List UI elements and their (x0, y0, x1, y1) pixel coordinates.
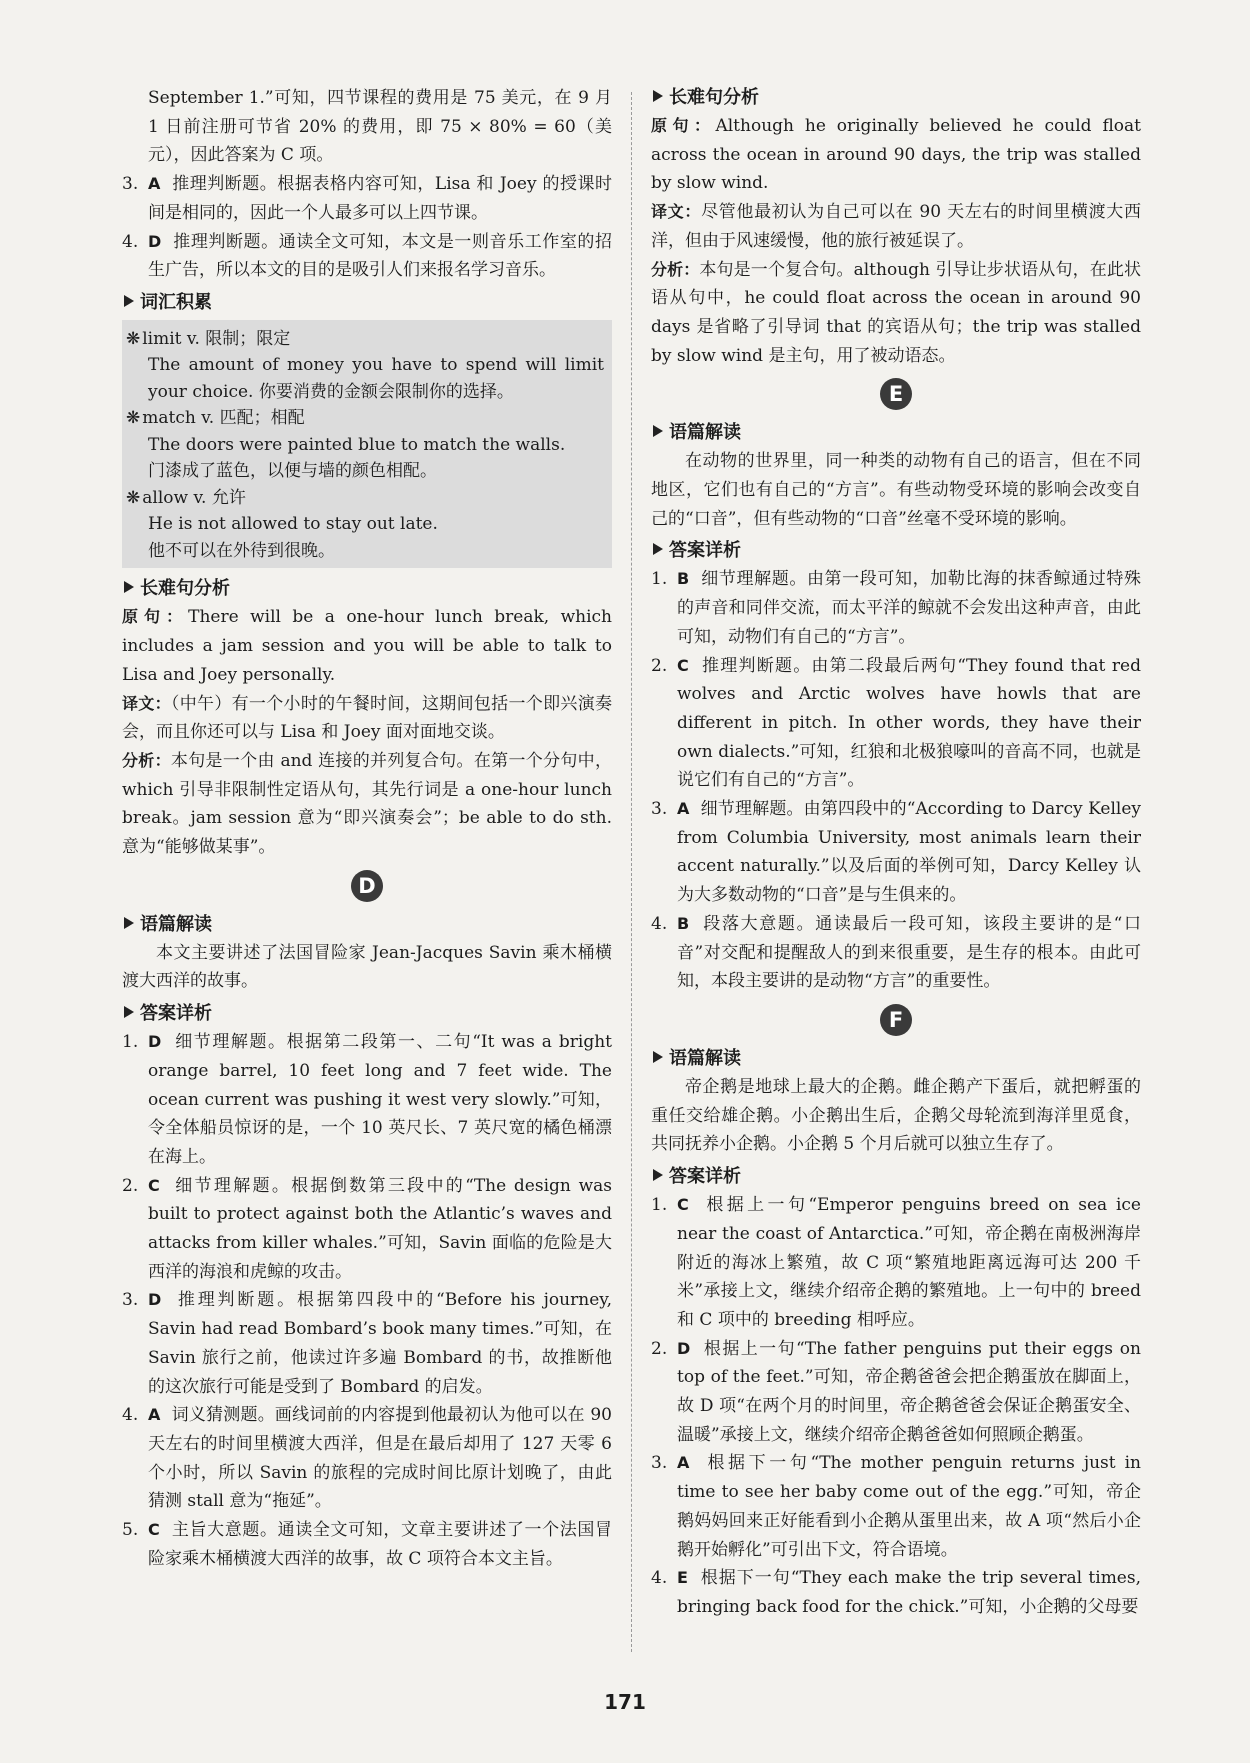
vocab-word (126, 405, 604, 432)
item-answer: C (677, 655, 689, 675)
answer-heading-text: 答案详析 (140, 1003, 212, 1025)
item-text: 根据上一句“Emperor penguins breed on sea ice near the coast of Antarctica.”可知，帝企鹅在南极洲海岸附近的海冰上繁殖，故 C 项“繁殖地距离远海可达 200 千米”承接上文，继续介绍帝企鹅的繁殖地。上一句中的 breed 和 C 项中的 breeding 相呼应。 (677, 1195, 1141, 1330)
answer-list-d (122, 1028, 612, 1573)
list-item (122, 1516, 612, 1573)
analysis-text: 本句是一个复合句。although 引导让步状语从句，在此状语从句中，he could float across the ocean in around 90 days 是省略了引导词 that 的宾语从句；the trip was stalled by slow wind 是主句，用了被动语态。 (651, 259, 1141, 366)
vocab-box (122, 320, 612, 569)
item-text: 根据下一句“The mother penguin returns just in time to see her baby come out of the egg.”可知，帝企鹅妈妈回来正好能看到小企鹅从蛋里出来，故 A 项“然后小企鹅开始孵化”可引出下文，符合语境。 (677, 1453, 1141, 1560)
vocab-word-text: limit v. 限制；限定 (142, 328, 291, 349)
original-text: There will be a one-hour lunch break, which includes a jam session and you will be able to talk to Lisa and Joey personally. (122, 607, 612, 685)
vocab-example: He is not allowed to stay out late. (148, 514, 438, 535)
badge-letter: F (880, 1004, 912, 1036)
item-number: 4. (122, 1405, 139, 1426)
item-text: 推理判断题。通读全文可知，本文是一则音乐工作室的招生广告，所以本文的目的是吸引人们来报名学习音乐。 (148, 231, 613, 281)
long-sentence-heading (651, 81, 1141, 111)
vocab-example: The doors were painted blue to match the walls. (148, 434, 566, 455)
vocab-example: The amount of money you have to spend will limit your choice. 你要消费的金额会限制你的选择。 (148, 355, 604, 402)
item-number: 3. (651, 799, 668, 820)
item-text: 推理判断题。根据第四段中的“Before his journey, Savin had read Bombard’s book many times.”可知，在 Savin 旅行之前，他读过许多遍 Bombard 的书，故推断他的这次旅行可能是受到了 Bombard 的启发。 (148, 1290, 613, 1397)
item-answer: B (677, 569, 690, 589)
list-item (122, 228, 612, 285)
analysis (122, 747, 612, 862)
item-answer: E (677, 1568, 688, 1588)
left-answer-list-c (122, 170, 612, 285)
item-answer: C (677, 1195, 689, 1215)
reading-heading (122, 908, 612, 938)
item-answer: D (677, 1338, 691, 1358)
list-item (122, 1028, 612, 1172)
answer-list-f (651, 1191, 1141, 1622)
label: 译文： (651, 202, 702, 222)
answer-list-e (651, 565, 1141, 996)
asterisk-icon: ❋ (126, 328, 141, 349)
item-number: 5. (122, 1520, 139, 1541)
vocab-example-cn: 他不可以在外待到很晚。 (148, 540, 335, 561)
long-sentence-heading-text: 长难句分析 (140, 578, 230, 600)
vocab-word-text: allow v. 允许 (142, 487, 246, 508)
label: 原句： (651, 116, 716, 135)
right-column (651, 84, 1141, 1622)
item-answer: A (677, 799, 690, 819)
translation-text: 尽管他最初认为自己可以在 90 天左右的时间里横渡大西洋，但由于风速缓慢，他的旅行被延误了。 (651, 202, 1141, 251)
item-text: 推理判断题。由第二段最后两句“They found that red wolves and Arctic wolves have howls that are different in pitch. In other words, they have their own dialects.”可知，红狼和北极狼嚎叫的音高不同，也就是说它们有自己的“方言”。 (677, 655, 1141, 791)
item-text: 根据上一句“The father penguins put their eggs on top of the feet.”可知，帝企鹅爸爸会把企鹅蛋放在脚面上，故 D 项“在两个月的时间里，帝企鹅爸爸会保证企鹅蛋安全、温暖”承接上文，继续介绍帝企鹅爸爸如何照顾企鹅蛋。 (677, 1338, 1141, 1445)
reading-heading (651, 416, 1141, 446)
item-number: 4. (651, 1568, 668, 1589)
translation-text: （中午）有一个小时的午餐时间，这期间包括一个即兴演奏会，而且你还可以与 Lisa 和 Joey 面对面地交谈。 (122, 693, 612, 743)
item-number: 2. (122, 1175, 139, 1196)
item-number: 4. (651, 913, 668, 934)
triangle-icon (124, 1006, 134, 1018)
answer-heading (651, 1160, 1141, 1190)
list-item (122, 1172, 612, 1287)
analysis (651, 256, 1141, 371)
label: 分析： (651, 259, 700, 279)
triangle-icon (124, 295, 134, 307)
reading-heading-text: 语篇解读 (140, 913, 212, 935)
asterisk-icon: ❋ (126, 487, 141, 508)
reading-summary: 本文主要讲述了法国冒险家 Jean-Jacques Savin 乘木桶横渡大西洋的故事。 (122, 942, 612, 992)
list-item (651, 910, 1141, 996)
item-text: 细节理解题。根据倒数第三段中的“The design was built to protect against both the Atlantic’s waves and attacks from killer whales.”可知，Savin 面临的危险是大西洋的海浪和虎鲸的攻击。 (148, 1175, 612, 1282)
item-answer: B (677, 913, 690, 933)
reading-heading-text: 语篇解读 (669, 422, 741, 444)
reading-heading-text: 语篇解读 (669, 1047, 741, 1069)
vocab-word-text: match v. 匹配；相配 (142, 408, 305, 429)
item-text: 主旨大意题。通读全文可知，文章主要讲述了一个法国冒险家乘木桶横渡大西洋的故事，故 C 项符合本文主旨。 (148, 1520, 613, 1569)
item-text: 细节理解题。由第一段可知，加勒比海的抹香鲸通过特殊的声音和同伴交流，而太平洋的鲸就不会发出这种声音，由此可知，动物们有自己的“方言”。 (677, 569, 1142, 647)
list-item (651, 1335, 1141, 1450)
section-badge-e (651, 378, 1141, 410)
original-text: Although he originally believed he could float across the ocean in around 90 days, the trip was stalled by slow wind. (651, 116, 1141, 194)
item-number: 3. (122, 1290, 139, 1311)
item-number: 2. (651, 655, 668, 676)
column-divider (631, 92, 632, 1652)
list-item (651, 565, 1141, 651)
item-answer: C (148, 1175, 160, 1195)
list-item (122, 170, 612, 227)
answer-heading (651, 534, 1141, 564)
item-number: 3. (122, 174, 139, 195)
triangle-icon (653, 1051, 663, 1063)
answer-heading-text: 答案详析 (669, 1166, 741, 1188)
asterisk-icon: ❋ (126, 408, 141, 429)
item-answer: C (148, 1520, 160, 1540)
list-item (651, 1191, 1141, 1335)
reading-summary: 在动物的世界里，同一种类的动物有自己的语言，但在不同地区，它们也有自己的“方言”。有些动物受环境的影响会改变自己的“口音”，但有些动物的“口音”丝毫不受环境的影响。 (651, 451, 1141, 529)
original-sentence (122, 603, 612, 689)
vocab-word (126, 485, 604, 512)
answer-heading-text: 答案详析 (669, 540, 741, 562)
item-answer: D (148, 231, 162, 251)
item-answer: A (148, 1405, 161, 1425)
reading-heading (651, 1042, 1141, 1072)
vocab-example-cn: 门漆成了蓝色，以便与墙的颜色相配。 (148, 461, 437, 482)
item-text: 推理判断题。根据表格内容可知，Lisa 和 Joey 的授课时间是相同的，因此一个人最多可以上四节课。 (148, 174, 613, 223)
list-item (122, 1286, 612, 1401)
item-number: 3. (651, 1453, 668, 1474)
list-item (651, 1564, 1141, 1621)
triangle-icon (653, 425, 663, 437)
item-number: 2. (651, 1338, 668, 1359)
list-item (122, 1401, 612, 1516)
item-number: 1. (651, 569, 668, 590)
left-column (122, 84, 612, 1574)
triangle-icon (653, 543, 663, 555)
item-number: 1. (651, 1195, 668, 1216)
label: 分析： (122, 750, 171, 770)
item-text: 段落大意题。通读最后一段可知，该段主要讲的是“口音”对交配和提醒敌人的到来很重要，是生存的根本。由此可知，本段主要讲的是动物“方言”的重要性。 (677, 913, 1141, 992)
vocab-heading-text: 词汇积累 (140, 291, 212, 313)
original-sentence (651, 112, 1141, 198)
triangle-icon (124, 917, 134, 929)
reading-summary: 帝企鹅是地球上最大的企鹅。雌企鹅产下蛋后，就把孵蛋的重任交给雄企鹅。小企鹅出生后，企鹅父母轮流到海洋里觅食，共同抚养小企鹅。小企鹅 5 个月后就可以独立生存了。 (651, 1076, 1141, 1155)
list-item (651, 1449, 1141, 1564)
section-badge-f (651, 1004, 1141, 1036)
item-answer: A (677, 1453, 690, 1473)
label: 译文： (122, 693, 171, 713)
triangle-icon (653, 1169, 663, 1181)
item-answer: D (148, 1290, 162, 1310)
translation (651, 198, 1141, 255)
translation (122, 690, 612, 747)
item-number: 1. (122, 1032, 139, 1053)
item-text: 词义猜测题。画线词前的内容提到他最初认为他可以在 90 天左右的时间里横渡大西洋，但是在最后却用了 127 天零 6 个小时，所以 Savin 的旅程的完成时间比原计划晚了，由此猜测 stall 意为“拖延”。 (148, 1405, 612, 1512)
triangle-icon (653, 90, 663, 102)
label: 原句： (122, 607, 189, 627)
triangle-icon (124, 581, 134, 593)
item-text: 细节理解题。由第四段中的“According to Darcy Kelley from Columbia University, most animals learn their accent naturally.”以及后面的举例可知，Darcy Kelley 认为大多数动物的“口音”是与生俱来的。 (677, 799, 1141, 906)
analysis-text: 本句是一个由 and 连接的并列复合句。在第一个分句中，which 引导非限制性定语从句，其先行词是 a one-hour lunch break。jam session 意为“即兴演奏会”；be able to do sth. 意为“能够做某事”。 (122, 750, 612, 858)
item-answer: A (148, 174, 161, 194)
section-badge-d (122, 870, 612, 902)
intro-continuation: September 1.”可知，四节课程的费用是 75 美元，在 9 月 1 日前注册可节省 20% 的费用，即 75 × 80% = 60（美元），因此答案为 C 项。 (148, 88, 612, 166)
item-text: 根据下一句“They each make the trip several times, bringing back food for the chick.”可知，小企鹅的父母要 (677, 1568, 1141, 1617)
item-text: 细节理解题。根据第二段第一、二句“It was a bright orange barrel, 10 feet long and 7 feet wide. The ocean current was pushing it west very slowly.”可知，令全体船员惊讶的是，一个 10 英尺长、7 英尺宽的橘色桶漂在海上。 (148, 1032, 612, 1167)
answer-heading (122, 997, 612, 1027)
badge-letter: E (880, 378, 912, 410)
list-item (651, 795, 1141, 910)
vocab-word (126, 326, 604, 353)
page-number: 171 (604, 1690, 646, 1714)
item-answer: D (148, 1032, 162, 1052)
long-sentence-heading (122, 572, 612, 602)
list-item (651, 652, 1141, 796)
badge-letter: D (351, 870, 383, 902)
item-number: 4. (122, 231, 139, 252)
long-sentence-heading-text: 长难句分析 (669, 87, 759, 108)
vocab-heading (122, 286, 612, 316)
